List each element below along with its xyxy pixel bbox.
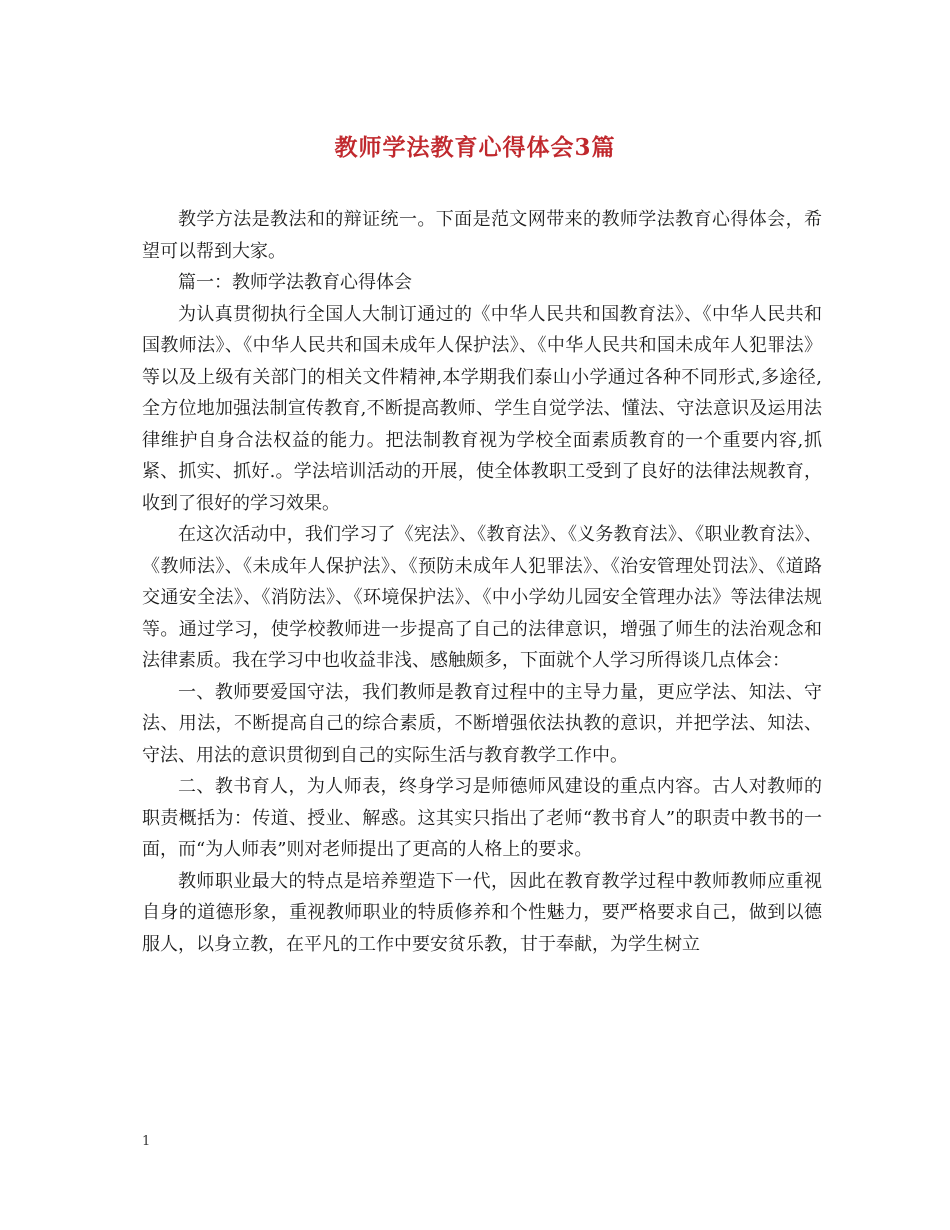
body-paragraph: 为认真贯彻执行全国人大制订通过的《中华人民共和国教育法》、《中华人民共和国教师法》、《中华人民共和国未成年人保护法》、《中华人民共和国未成年人犯罪法》等以及上级有关部门的相关文件精神,本学期我们泰山小学通过各种不同形式,多途径,全方位地加强法制宣传教育,不断提高教师、学生自觉学法、懂法、守法意识及运用法律维护自身合法权益的能力。把法制教育视为学校全面素质教育的一个重要内容,抓紧、抓实、抓好.。学法培训活动的开展，使全体教职工受到了良好的法律法规教育，收到了很好的学习效果。 <box>142 303 822 514</box>
body-paragraph: 教师职业最大的特点是培养塑造下一代，因此在教育教学过程中教师教师应重视自身的道德形象，重视教师职业的特质修养和个性魅力，要严格要求自己，做到以德服人，以身立教，在平凡的工作中要安贫乐教，甘于奉献，为学生树立 <box>142 870 822 955</box>
section-heading: 篇一：教师学法教育心得体会 <box>178 272 412 293</box>
body-paragraph: 在这次活动中，我们学习了《宪法》、《教育法》、《义务教育法》、《职业教育法》、《教师法》、《未成年人保护法》、《预防未成年人犯罪法》、《治安管理处罚法》、《道路交通安全法》、《消防法》、《环境保护法》、《中小学幼儿园安全管理办法》等法律法规等。通过学习，使学校教师进一步提高了自己的法律意识，增强了师生的法治观念和法律素质。我在学习中也收益非浅、感触颇多，下面就个人学习所得谈几点体会： <box>142 524 822 671</box>
document-body <box>142 204 822 960</box>
body-paragraph: 一、教师要爱国守法，我们教师是教育过程中的主导力量，更应学法、知法、守法、用法，不断提高自己的综合素质，不断增强依法执教的意识，并把学法、知法、守法、用法的意识贯彻到自己的实际生活与教育教学工作中。 <box>142 681 822 766</box>
body-paragraph: 二、教书育人，为人师表，终身学习是师德师风建设的重点内容。古人对教师的职责概括为：传道、授业、解惑。这其实只指出了老师“教书育人”的职责中教书的一面，而“为人师表”则对老师提出了更高的人格上的要求。 <box>142 776 822 860</box>
page-number: 1 <box>142 1134 151 1149</box>
document-title: 教师学法教育心得体会3篇 <box>334 134 616 161</box>
intro-paragraph: 教学方法是教法和的辩证统一。下面是范文网带来的教师学法教育心得体会，希望可以帮到大家。 <box>142 209 822 262</box>
